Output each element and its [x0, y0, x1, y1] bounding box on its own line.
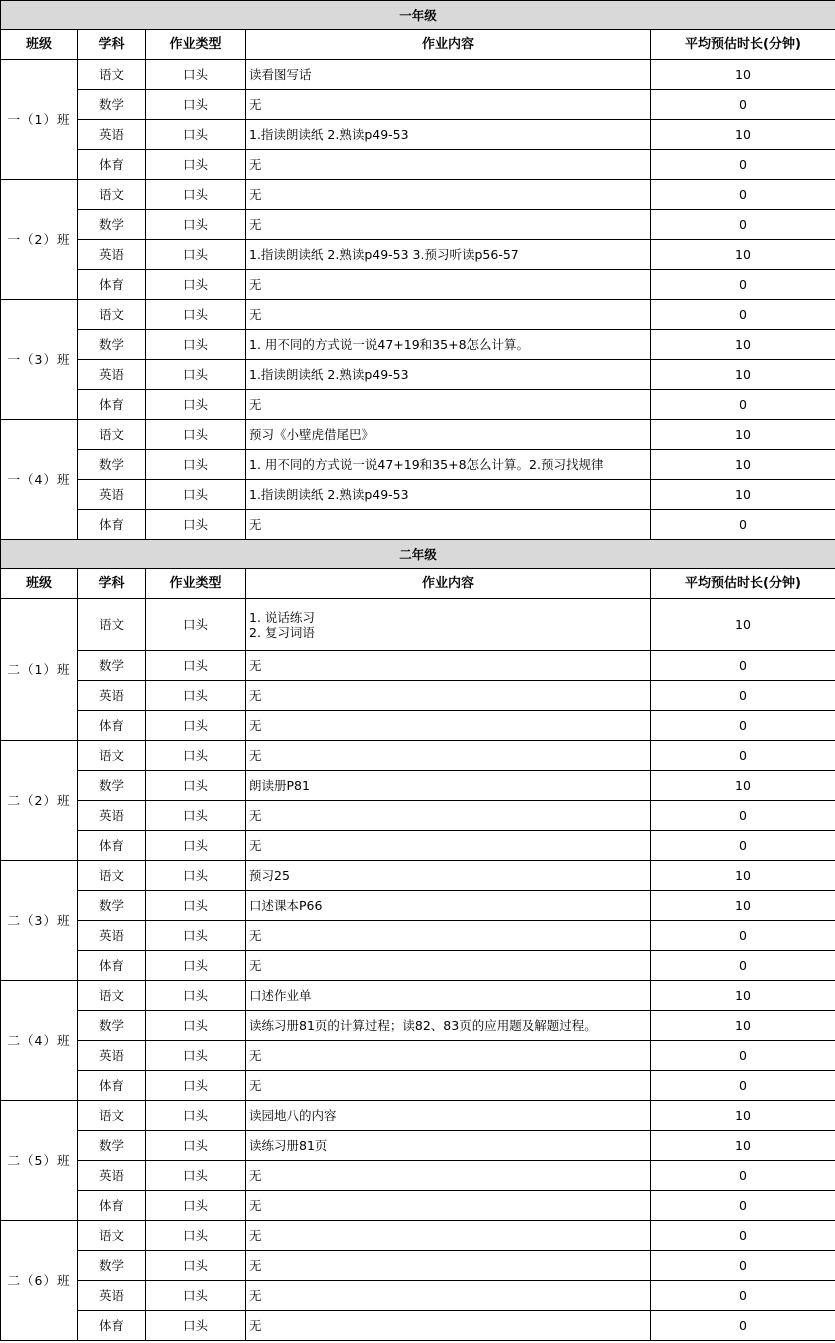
- grade-title: 二年级: [1, 540, 835, 569]
- minutes-cell: 0: [651, 1251, 835, 1281]
- table-row: [1, 1161, 835, 1191]
- homework-content-cell: [246, 300, 651, 330]
- subject-cell: 体育: [78, 711, 146, 741]
- subject-cell: 语文: [78, 981, 146, 1011]
- subject-cell: 语文: [78, 741, 146, 771]
- col-header-content: 作业内容: [246, 569, 651, 599]
- homework-type-cell: 口头: [146, 921, 246, 951]
- homework-content-line: 无: [249, 658, 262, 673]
- homework-content-line: 读练习册81页: [249, 1138, 328, 1153]
- table-row: [1, 270, 835, 300]
- table-row: [1, 1281, 835, 1311]
- table-row: [1, 1311, 835, 1341]
- homework-content-line: 1.指读朗读纸 2.熟读p49-53 3.预习听读p56-57: [249, 247, 519, 262]
- subject-cell: 数学: [78, 90, 146, 120]
- minutes-cell: 0: [651, 1161, 835, 1191]
- table-row: [1, 771, 835, 801]
- homework-type-cell: 口头: [146, 1221, 246, 1251]
- homework-content-line: 1.指读朗读纸 2.熟读p49-53: [249, 127, 409, 142]
- homework-content-cell: [246, 681, 651, 711]
- table-row: [1, 60, 835, 90]
- homework-content-cell: [246, 1161, 651, 1191]
- homework-content-line: 无: [249, 187, 262, 202]
- subject-cell: 英语: [78, 120, 146, 150]
- homework-content-line: 读练习册81页的计算过程；读82、83页的应用题及解题过程。: [249, 1018, 597, 1033]
- homework-content-cell: [246, 180, 651, 210]
- minutes-cell: 0: [651, 150, 835, 180]
- table-row: [1, 651, 835, 681]
- minutes-cell: 0: [651, 921, 835, 951]
- homework-content-cell: [246, 1131, 651, 1161]
- homework-content-line: 预习25: [249, 868, 290, 883]
- subject-cell: 英语: [78, 921, 146, 951]
- table-row: [1, 1131, 835, 1161]
- minutes-cell: 0: [651, 210, 835, 240]
- minutes-cell: 10: [651, 1011, 835, 1041]
- homework-content-line: 无: [249, 1078, 262, 1093]
- homework-type-cell: 口头: [146, 951, 246, 981]
- homework-type-cell: 口头: [146, 681, 246, 711]
- homework-content-line: 1. 用不同的方式说一说47+19和35+8怎么计算。: [249, 337, 530, 352]
- table-row: [1, 711, 835, 741]
- subject-cell: 英语: [78, 1041, 146, 1071]
- homework-type-cell: 口头: [146, 270, 246, 300]
- table-row: [1, 210, 835, 240]
- subject-cell: 英语: [78, 1161, 146, 1191]
- homework-content-cell: [246, 450, 651, 480]
- subject-cell: 体育: [78, 1191, 146, 1221]
- homework-content-line: 无: [249, 397, 262, 412]
- homework-table-body: [1, 1, 835, 1341]
- homework-type-cell: 口头: [146, 180, 246, 210]
- table-row: [1, 300, 835, 330]
- subject-cell: 语文: [78, 420, 146, 450]
- class-name-cell: 二（5）班: [1, 1101, 78, 1221]
- table-row: [1, 801, 835, 831]
- homework-type-cell: 口头: [146, 1311, 246, 1341]
- table-row: [1, 681, 835, 711]
- minutes-cell: 0: [651, 711, 835, 741]
- subject-cell: 英语: [78, 1281, 146, 1311]
- homework-content-line: 读看图写话: [249, 67, 312, 82]
- homework-type-cell: 口头: [146, 450, 246, 480]
- subject-cell: 体育: [78, 510, 146, 540]
- col-header-content: 作业内容: [246, 30, 651, 60]
- class-name-cell: 一（4）班: [1, 420, 78, 540]
- minutes-cell: 0: [651, 651, 835, 681]
- homework-type-cell: 口头: [146, 891, 246, 921]
- table-row: [1, 861, 835, 891]
- minutes-cell: 0: [651, 831, 835, 861]
- homework-type-cell: 口头: [146, 330, 246, 360]
- subject-cell: 英语: [78, 240, 146, 270]
- table-row: [1, 1101, 835, 1131]
- homework-type-cell: 口头: [146, 741, 246, 771]
- table-row: [1, 450, 835, 480]
- table-row: [1, 330, 835, 360]
- homework-content-line: 口述课本P66: [249, 898, 323, 913]
- homework-content-line: 2. 复习词语: [249, 624, 315, 640]
- subject-cell: 数学: [78, 651, 146, 681]
- subject-cell: 体育: [78, 270, 146, 300]
- class-name-cell: 一（2）班: [1, 180, 78, 300]
- homework-content-line: 预习《小壁虎借尾巴》: [249, 427, 375, 442]
- table-row: [1, 741, 835, 771]
- homework-content-line: 无: [249, 217, 262, 232]
- minutes-cell: 0: [651, 1281, 835, 1311]
- homework-content-cell: [246, 891, 651, 921]
- homework-content-line: 1. 说话练习: [249, 609, 315, 625]
- homework-content-cell: [246, 771, 651, 801]
- homework-content-cell: [246, 951, 651, 981]
- class-name-cell: 二（3）班: [1, 861, 78, 981]
- minutes-cell: 10: [651, 330, 835, 360]
- minutes-cell: 0: [651, 300, 835, 330]
- homework-content-cell: [246, 240, 651, 270]
- class-name-cell: 二（4）班: [1, 981, 78, 1101]
- minutes-cell: 10: [651, 599, 835, 651]
- homework-content-cell: [246, 1311, 651, 1341]
- table-row: [1, 360, 835, 390]
- homework-content-line: 无: [249, 1168, 262, 1183]
- table-row: [1, 1041, 835, 1071]
- minutes-cell: 10: [651, 891, 835, 921]
- homework-type-cell: 口头: [146, 711, 246, 741]
- subject-cell: 体育: [78, 831, 146, 861]
- minutes-cell: 0: [651, 390, 835, 420]
- homework-content-line: 朗读册P81: [249, 778, 310, 793]
- minutes-cell: 10: [651, 981, 835, 1011]
- column-header-row: [1, 569, 835, 599]
- homework-content-line: 无: [249, 1048, 262, 1063]
- minutes-cell: 0: [651, 1041, 835, 1071]
- table-row: [1, 1011, 835, 1041]
- homework-type-cell: 口头: [146, 1191, 246, 1221]
- minutes-cell: 10: [651, 1131, 835, 1161]
- homework-content-cell: [246, 210, 651, 240]
- subject-cell: 数学: [78, 330, 146, 360]
- col-header-subject: 学科: [78, 569, 146, 599]
- homework-type-cell: 口头: [146, 651, 246, 681]
- homework-content-line: 1. 用不同的方式说一说47+19和35+8怎么计算。2.预习找规律: [249, 457, 604, 472]
- homework-content-line: 无: [249, 97, 262, 112]
- subject-cell: 数学: [78, 450, 146, 480]
- homework-content-line: 无: [249, 157, 262, 172]
- col-header-minutes: 平均预估时长(分钟): [651, 30, 835, 60]
- homework-type-cell: 口头: [146, 480, 246, 510]
- subject-cell: 语文: [78, 60, 146, 90]
- homework-content-line: 无: [249, 1318, 262, 1333]
- minutes-cell: 10: [651, 60, 835, 90]
- homework-type-cell: 口头: [146, 1101, 246, 1131]
- homework-type-cell: 口头: [146, 599, 246, 651]
- homework-content-line: 无: [249, 928, 262, 943]
- homework-content-line: 口述作业单: [249, 988, 312, 1003]
- homework-content-line: 无: [249, 1258, 262, 1273]
- grade-header-row: [1, 540, 835, 569]
- homework-content-cell: [246, 150, 651, 180]
- homework-content-cell: [246, 60, 651, 90]
- table-row: [1, 420, 835, 450]
- table-row: [1, 921, 835, 951]
- homework-type-cell: 口头: [146, 240, 246, 270]
- homework-type-cell: 口头: [146, 300, 246, 330]
- homework-content-cell: [246, 831, 651, 861]
- class-name-cell: 二（6）班: [1, 1221, 78, 1341]
- homework-content-cell: [246, 1191, 651, 1221]
- table-row: [1, 1221, 835, 1251]
- subject-cell: 数学: [78, 210, 146, 240]
- table-row: [1, 1251, 835, 1281]
- homework-type-cell: 口头: [146, 510, 246, 540]
- homework-content-cell: [246, 651, 651, 681]
- subject-cell: 体育: [78, 951, 146, 981]
- homework-content-cell: [246, 1071, 651, 1101]
- subject-cell: 语文: [78, 180, 146, 210]
- subject-cell: 数学: [78, 1131, 146, 1161]
- grade-title: 一年级: [1, 1, 835, 30]
- homework-type-cell: 口头: [146, 420, 246, 450]
- homework-type-cell: 口头: [146, 1281, 246, 1311]
- homework-content-cell: [246, 120, 651, 150]
- minutes-cell: 0: [651, 1311, 835, 1341]
- minutes-cell: 0: [651, 1191, 835, 1221]
- homework-type-cell: 口头: [146, 981, 246, 1011]
- homework-content-cell: [246, 510, 651, 540]
- homework-content-line: 无: [249, 1228, 262, 1243]
- homework-content-line: 读园地八的内容: [249, 1108, 337, 1123]
- table-row: [1, 599, 835, 651]
- minutes-cell: 0: [651, 741, 835, 771]
- subject-cell: 英语: [78, 681, 146, 711]
- table-row: [1, 891, 835, 921]
- subject-cell: 语文: [78, 861, 146, 891]
- subject-cell: 数学: [78, 891, 146, 921]
- col-header-minutes: 平均预估时长(分钟): [651, 569, 835, 599]
- homework-type-cell: 口头: [146, 360, 246, 390]
- homework-content-line: 1.指读朗读纸 2.熟读p49-53: [249, 367, 409, 382]
- minutes-cell: 0: [651, 510, 835, 540]
- col-header-class: 班级: [1, 30, 78, 60]
- col-header-type: 作业类型: [146, 569, 246, 599]
- homework-content-cell: [246, 599, 651, 651]
- homework-content-cell: [246, 1041, 651, 1071]
- homework-content-line: 无: [249, 688, 262, 703]
- subject-cell: 语文: [78, 300, 146, 330]
- minutes-cell: 0: [651, 951, 835, 981]
- homework-type-cell: 口头: [146, 150, 246, 180]
- homework-content-cell: [246, 921, 651, 951]
- subject-cell: 语文: [78, 599, 146, 651]
- homework-content-line: 1.指读朗读纸 2.熟读p49-53: [249, 487, 409, 502]
- homework-content-cell: [246, 1221, 651, 1251]
- grade-header-row: [1, 1, 835, 30]
- homework-content-line: 无: [249, 718, 262, 733]
- subject-cell: 数学: [78, 1011, 146, 1041]
- homework-content-cell: [246, 390, 651, 420]
- homework-content-cell: [246, 1101, 651, 1131]
- homework-content-cell: [246, 1281, 651, 1311]
- table-row: [1, 831, 835, 861]
- homework-content-cell: [246, 981, 651, 1011]
- table-row: [1, 150, 835, 180]
- homework-content-line: 无: [249, 958, 262, 973]
- minutes-cell: 10: [651, 360, 835, 390]
- subject-cell: 语文: [78, 1101, 146, 1131]
- class-name-cell: 一（1）班: [1, 60, 78, 180]
- column-header-row: [1, 30, 835, 60]
- homework-type-cell: 口头: [146, 1071, 246, 1101]
- minutes-cell: 0: [651, 180, 835, 210]
- homework-content-cell: [246, 801, 651, 831]
- table-row: [1, 510, 835, 540]
- col-header-type: 作业类型: [146, 30, 246, 60]
- subject-cell: 英语: [78, 801, 146, 831]
- minutes-cell: 0: [651, 1071, 835, 1101]
- subject-cell: 英语: [78, 360, 146, 390]
- minutes-cell: 10: [651, 771, 835, 801]
- homework-type-cell: 口头: [146, 1251, 246, 1281]
- minutes-cell: 0: [651, 270, 835, 300]
- table-row: [1, 480, 835, 510]
- class-name-cell: 二（1）班: [1, 599, 78, 741]
- subject-cell: 语文: [78, 1221, 146, 1251]
- minutes-cell: 10: [651, 240, 835, 270]
- minutes-cell: 10: [651, 1101, 835, 1131]
- homework-type-cell: 口头: [146, 1131, 246, 1161]
- homework-content-line: 无: [249, 838, 262, 853]
- minutes-cell: 10: [651, 861, 835, 891]
- col-header-subject: 学科: [78, 30, 146, 60]
- homework-type-cell: 口头: [146, 801, 246, 831]
- col-header-class: 班级: [1, 569, 78, 599]
- table-row: [1, 951, 835, 981]
- table-row: [1, 180, 835, 210]
- homework-type-cell: 口头: [146, 60, 246, 90]
- homework-type-cell: 口头: [146, 771, 246, 801]
- table-row: [1, 390, 835, 420]
- homework-content-line: 无: [249, 277, 262, 292]
- subject-cell: 体育: [78, 1071, 146, 1101]
- homework-type-cell: 口头: [146, 390, 246, 420]
- homework-content-cell: [246, 420, 651, 450]
- minutes-cell: 10: [651, 450, 835, 480]
- homework-type-cell: 口头: [146, 831, 246, 861]
- class-name-cell: 二（2）班: [1, 741, 78, 861]
- homework-type-cell: 口头: [146, 1161, 246, 1191]
- homework-content-line: 无: [249, 808, 262, 823]
- minutes-cell: 10: [651, 480, 835, 510]
- minutes-cell: 10: [651, 120, 835, 150]
- homework-content-line: 无: [249, 517, 262, 532]
- table-row: [1, 981, 835, 1011]
- homework-content-line: 无: [249, 307, 262, 322]
- subject-cell: 数学: [78, 771, 146, 801]
- subject-cell: 体育: [78, 1311, 146, 1341]
- subject-cell: 体育: [78, 390, 146, 420]
- homework-content-cell: [246, 861, 651, 891]
- homework-type-cell: 口头: [146, 90, 246, 120]
- homework-content-cell: [246, 270, 651, 300]
- homework-type-cell: 口头: [146, 210, 246, 240]
- homework-type-cell: 口头: [146, 1011, 246, 1041]
- minutes-cell: 0: [651, 801, 835, 831]
- homework-content-cell: [246, 360, 651, 390]
- homework-content-cell: [246, 1011, 651, 1041]
- subject-cell: 数学: [78, 1251, 146, 1281]
- homework-content-cell: [246, 711, 651, 741]
- homework-content-line: 无: [249, 748, 262, 763]
- minutes-cell: 0: [651, 681, 835, 711]
- homework-content-cell: [246, 90, 651, 120]
- subject-cell: 体育: [78, 150, 146, 180]
- minutes-cell: 10: [651, 420, 835, 450]
- homework-type-cell: 口头: [146, 1041, 246, 1071]
- homework-content-cell: [246, 330, 651, 360]
- homework-type-cell: 口头: [146, 861, 246, 891]
- table-row: [1, 1191, 835, 1221]
- table-row: [1, 240, 835, 270]
- minutes-cell: 0: [651, 1221, 835, 1251]
- subject-cell: 英语: [78, 480, 146, 510]
- homework-content-cell: [246, 741, 651, 771]
- table-row: [1, 120, 835, 150]
- homework-content-cell: [246, 480, 651, 510]
- table-row: [1, 1071, 835, 1101]
- table-row: [1, 90, 835, 120]
- homework-content-cell: [246, 1251, 651, 1281]
- homework-type-cell: 口头: [146, 120, 246, 150]
- class-name-cell: 一（3）班: [1, 300, 78, 420]
- homework-content-line: 无: [249, 1288, 262, 1303]
- homework-content-line: 无: [249, 1198, 262, 1213]
- minutes-cell: 0: [651, 90, 835, 120]
